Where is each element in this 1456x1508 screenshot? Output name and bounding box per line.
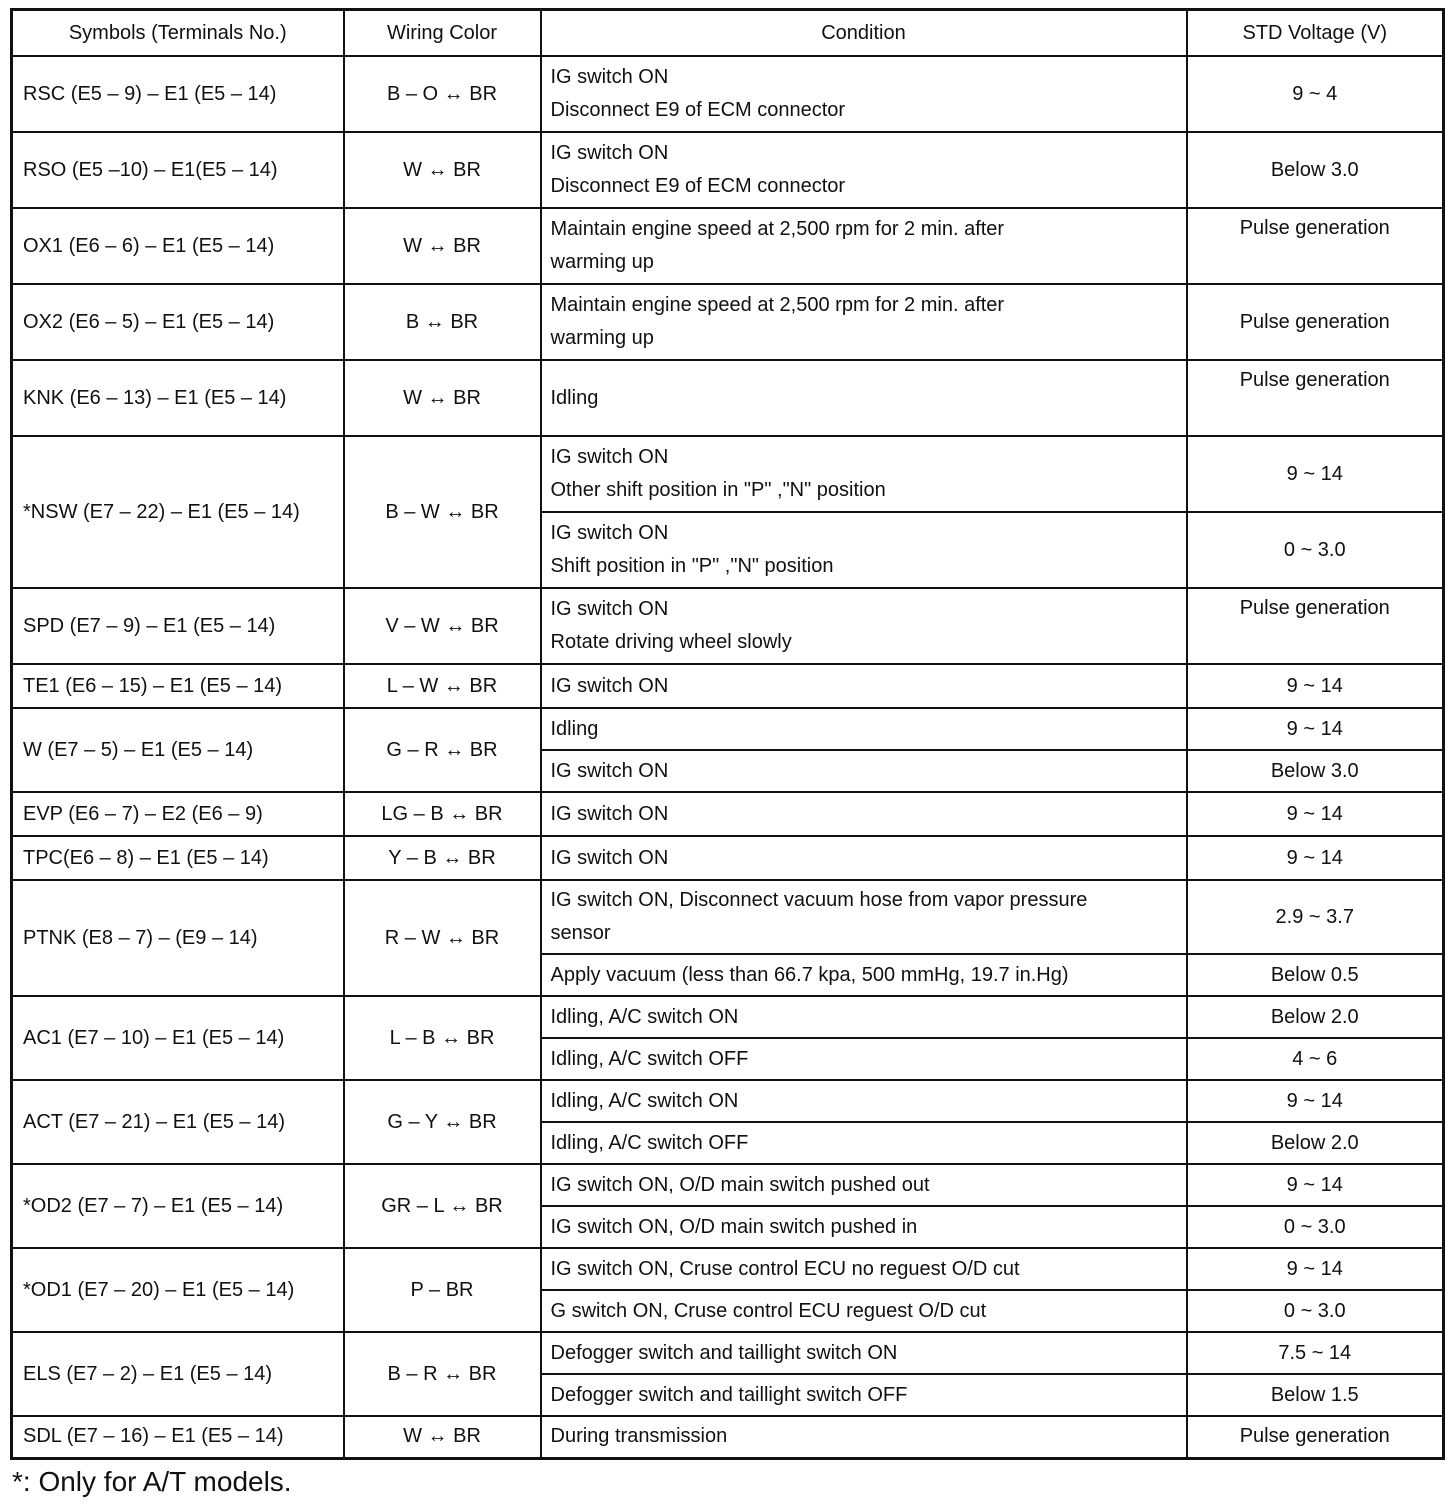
condition-cell — [541, 208, 1187, 284]
condition-line: Defogger switch and taillight switch OFF — [550, 1383, 908, 1406]
symbol-cell: RSO (E5 –10) – E1(E5 – 14) — [12, 132, 344, 208]
wiring-color-cell: B – R ↔ BR — [344, 1332, 541, 1416]
std-voltage-cell: 9 ~ 14 — [1187, 1248, 1444, 1290]
symbol-cell: W (E7 – 5) – E1 (E5 – 14) — [12, 708, 344, 792]
std-voltage-cell: 9 ~ 14 — [1187, 836, 1444, 880]
condition-line: IG switch ON — [550, 142, 669, 164]
symbol-cell: ACT (E7 – 21) – E1 (E5 – 14) — [12, 1080, 344, 1164]
condition-cell — [541, 1290, 1187, 1332]
header-symbols: Symbols (Terminals No.) — [12, 10, 344, 57]
condition-line: Disconnect E9 of ECM connector — [550, 99, 846, 121]
condition-cell — [541, 588, 1187, 664]
table-row — [12, 1164, 1444, 1206]
condition-line: IG switch ON — [550, 446, 669, 468]
wiring-color-cell: W ↔ BR — [344, 208, 541, 284]
condition-line: sensor — [550, 922, 611, 944]
condition-cell — [541, 1122, 1187, 1164]
table-body — [12, 56, 1444, 1458]
std-voltage-cell: Pulse generation — [1187, 208, 1444, 284]
table-row — [12, 996, 1444, 1038]
wiring-color-cell: B ↔ BR — [344, 284, 541, 360]
condition-line: Disconnect E9 of ECM connector — [550, 175, 846, 197]
table-row — [12, 284, 1444, 360]
condition-line: IG switch ON, O/D main switch pushed out — [550, 1173, 930, 1196]
condition-cell — [541, 750, 1187, 792]
table-row — [12, 1080, 1444, 1122]
std-voltage-cell: 9 ~ 14 — [1187, 436, 1444, 512]
condition-cell — [541, 1416, 1187, 1458]
condition-line: Maintain engine speed at 2,500 rpm for 2 min. after — [550, 218, 1005, 240]
condition-cell — [541, 1080, 1187, 1122]
table-row — [12, 880, 1444, 954]
wiring-color-cell: W ↔ BR — [344, 360, 541, 436]
wiring-color-cell: B – W ↔ BR — [344, 436, 541, 588]
std-voltage-cell: 9 ~ 14 — [1187, 1164, 1444, 1206]
std-voltage-cell: 9 ~ 14 — [1187, 708, 1444, 750]
condition-line: IG switch ON, Disconnect vacuum hose from vapor pressure — [550, 889, 1088, 911]
condition-line: Idling, A/C switch OFF — [550, 1047, 749, 1070]
std-voltage-cell: Below 0.5 — [1187, 954, 1444, 996]
std-voltage-cell: 7.5 ~ 14 — [1187, 1332, 1444, 1374]
condition-cell — [541, 708, 1187, 750]
std-voltage-cell: 4 ~ 6 — [1187, 1038, 1444, 1080]
table-row — [12, 588, 1444, 664]
condition-line: During transmission — [550, 1425, 728, 1448]
condition-cell — [541, 880, 1187, 954]
std-voltage-cell: 9 ~ 14 — [1187, 664, 1444, 708]
symbol-cell: ELS (E7 – 2) – E1 (E5 – 14) — [12, 1332, 344, 1416]
condition-line: IG switch ON — [550, 846, 669, 869]
condition-line: Apply vacuum (less than 66.7 kpa, 500 mmHg, 19.7 in.Hg) — [550, 963, 1069, 986]
std-voltage-cell: Below 2.0 — [1187, 1122, 1444, 1164]
condition-cell — [541, 1038, 1187, 1080]
symbol-cell: OX2 (E6 – 5) – E1 (E5 – 14) — [12, 284, 344, 360]
wiring-color-cell: GR – L ↔ BR — [344, 1164, 541, 1248]
condition-line: Idling, A/C switch ON — [550, 1089, 739, 1112]
wiring-color-cell: G – R ↔ BR — [344, 708, 541, 792]
table-row — [12, 1332, 1444, 1374]
condition-cell — [541, 1374, 1187, 1416]
std-voltage-cell: Pulse generation — [1187, 1416, 1444, 1458]
std-voltage-cell: 9 ~ 4 — [1187, 56, 1444, 132]
symbol-cell: TPC(E6 – 8) – E1 (E5 – 14) — [12, 836, 344, 880]
condition-cell — [541, 792, 1187, 836]
table-row — [12, 436, 1444, 512]
wiring-color-cell: Y – B ↔ BR — [344, 836, 541, 880]
condition-line: Shift position in "P" ,"N" position — [550, 555, 834, 577]
wiring-color-cell: V – W ↔ BR — [344, 588, 541, 664]
symbol-cell: *OD2 (E7 – 7) – E1 (E5 – 14) — [12, 1164, 344, 1248]
condition-line: IG switch ON — [550, 674, 669, 697]
symbol-cell: SPD (E7 – 9) – E1 (E5 – 14) — [12, 588, 344, 664]
wiring-color-cell: W ↔ BR — [344, 1416, 541, 1458]
symbol-cell: KNK (E6 – 13) – E1 (E5 – 14) — [12, 360, 344, 436]
symbol-cell: TE1 (E6 – 15) – E1 (E5 – 14) — [12, 664, 344, 708]
std-voltage-cell: Pulse generation — [1187, 360, 1444, 436]
std-voltage-cell: 0 ~ 3.0 — [1187, 1290, 1444, 1332]
condition-line: warming up — [550, 327, 654, 349]
std-voltage-cell: Below 2.0 — [1187, 996, 1444, 1038]
condition-line: IG switch ON — [550, 598, 669, 620]
condition-cell — [541, 1248, 1187, 1290]
wiring-color-cell: P – BR — [344, 1248, 541, 1332]
std-voltage-cell: 9 ~ 14 — [1187, 792, 1444, 836]
table-row — [12, 708, 1444, 750]
condition-line: IG switch ON, Cruse control ECU no reguest O/D cut — [550, 1257, 1020, 1280]
wiring-color-cell: W ↔ BR — [344, 132, 541, 208]
condition-line: Other shift position in "P" ,"N" position — [550, 479, 886, 501]
symbol-cell: OX1 (E6 – 6) – E1 (E5 – 14) — [12, 208, 344, 284]
wiring-color-cell: B – O ↔ BR — [344, 56, 541, 132]
condition-cell — [541, 512, 1187, 588]
condition-line: IG switch ON — [550, 522, 669, 544]
std-voltage-cell: 0 ~ 3.0 — [1187, 512, 1444, 588]
table-row — [12, 360, 1444, 436]
symbol-cell: *OD1 (E7 – 20) – E1 (E5 – 14) — [12, 1248, 344, 1332]
table-row — [12, 664, 1444, 708]
std-voltage-cell: 2.9 ~ 3.7 — [1187, 880, 1444, 954]
table-row — [12, 132, 1444, 208]
condition-cell — [541, 284, 1187, 360]
condition-cell — [541, 1206, 1187, 1248]
wiring-color-cell: G – Y ↔ BR — [344, 1080, 541, 1164]
header-condition: Condition — [541, 10, 1187, 57]
wiring-color-cell: L – W ↔ BR — [344, 664, 541, 708]
std-voltage-cell: Below 3.0 — [1187, 750, 1444, 792]
symbol-cell: SDL (E7 – 16) – E1 (E5 – 14) — [12, 1416, 344, 1458]
table-header-row — [12, 10, 1444, 57]
table-row — [12, 792, 1444, 836]
condition-line: IG switch ON — [550, 802, 669, 825]
condition-line: Idling, A/C switch OFF — [550, 1131, 749, 1154]
wiring-color-cell: R – W ↔ BR — [344, 880, 541, 996]
symbol-cell: *NSW (E7 – 22) – E1 (E5 – 14) — [12, 436, 344, 588]
condition-line: Idling, A/C switch ON — [550, 1005, 739, 1028]
table-row — [12, 1416, 1444, 1458]
condition-cell — [541, 436, 1187, 512]
condition-line: Maintain engine speed at 2,500 rpm for 2 min. after — [550, 294, 1005, 316]
condition-line: Idling — [550, 386, 599, 409]
symbol-cell: EVP (E6 – 7) – E2 (E6 – 9) — [12, 792, 344, 836]
condition-line: G switch ON, Cruse control ECU reguest O/D cut — [550, 1299, 987, 1322]
condition-cell — [541, 56, 1187, 132]
header-wiring-color: Wiring Color — [344, 10, 541, 57]
header-std-voltage: STD Voltage (V) — [1187, 10, 1444, 57]
condition-cell — [541, 954, 1187, 996]
std-voltage-cell: Below 3.0 — [1187, 132, 1444, 208]
condition-cell — [541, 1164, 1187, 1206]
symbol-cell: PTNK (E8 – 7) – (E9 – 14) — [12, 880, 344, 996]
condition-line: Defogger switch and taillight switch ON — [550, 1341, 898, 1364]
terminal-voltage-table — [10, 8, 1445, 1460]
std-voltage-cell: Pulse generation — [1187, 284, 1444, 360]
condition-line: IG switch ON, O/D main switch pushed in — [550, 1215, 918, 1238]
condition-cell — [541, 132, 1187, 208]
wiring-color-cell: LG – B ↔ BR — [344, 792, 541, 836]
symbol-cell: RSC (E5 – 9) – E1 (E5 – 14) — [12, 56, 344, 132]
std-voltage-cell: Pulse generation — [1187, 588, 1444, 664]
condition-cell — [541, 836, 1187, 880]
condition-line: IG switch ON — [550, 66, 669, 88]
table-row — [12, 1248, 1444, 1290]
condition-cell — [541, 1332, 1187, 1374]
condition-line: Idling — [550, 717, 599, 740]
condition-cell — [541, 664, 1187, 708]
condition-cell — [541, 360, 1187, 436]
footnote: *: Only for A/T models. — [12, 1466, 292, 1497]
table-row — [12, 836, 1444, 880]
std-voltage-cell: Below 1.5 — [1187, 1374, 1444, 1416]
std-voltage-cell: 9 ~ 14 — [1187, 1080, 1444, 1122]
symbol-cell: AC1 (E7 – 10) – E1 (E5 – 14) — [12, 996, 344, 1080]
condition-line: IG switch ON — [550, 759, 669, 782]
wiring-color-cell: L – B ↔ BR — [344, 996, 541, 1080]
condition-cell — [541, 996, 1187, 1038]
std-voltage-cell: 0 ~ 3.0 — [1187, 1206, 1444, 1248]
table-row — [12, 56, 1444, 132]
condition-line: Rotate driving wheel slowly — [550, 631, 792, 653]
condition-line: warming up — [550, 251, 654, 273]
table-row — [12, 208, 1444, 284]
